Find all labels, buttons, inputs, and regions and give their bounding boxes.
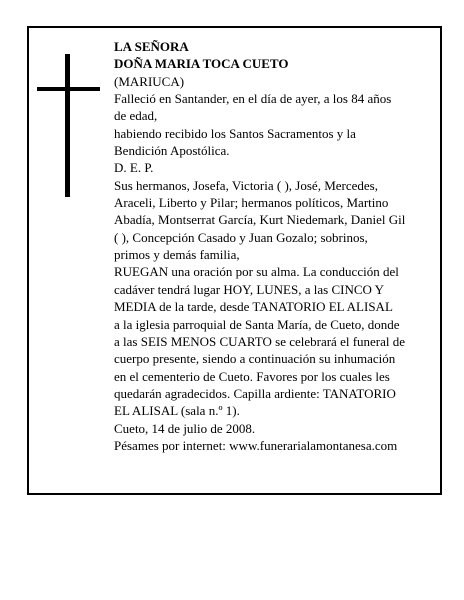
cross-horizontal-bar	[37, 87, 100, 91]
family-list: Sus hermanos, Josefa, Victoria ( ), José, Mercedes, Araceli, Liberto y Pilar; hermanos políticos, Martino Abadía, Montserrat García, Kurt Niedemark, Daniel Gil ( ), Concepción Casado y Juan Gozalo; sobrinos, primos y demás familia,	[114, 177, 406, 263]
cross-icon	[37, 54, 100, 197]
online-condolences: Pésames por internet: www.funerarialamontanesa.com	[114, 437, 398, 453]
funeral-details: RUEGAN una oración por su alma. La conducción del cadáver tendrá lugar HOY, LUNES, a las CINCO Y MEDIA de la tarde, desde TANATORIO EL ALISAL a la iglesia parroquial de Santa María, de Cueto, donde a las SEIS MENOS CUARTO se celebrará el funeral de cuerpo presente, siendo a continuación su inhumación en el cementerio de Cueto. Favores por los cuales les quedarán agradecidos. Capilla ardiente: TANATORIO EL ALISAL (sala n.º 1).	[114, 264, 406, 419]
deceased-name: DOÑA MARIA TOCA CUETO	[114, 56, 289, 72]
place-and-date: Cueto, 14 de julio de 2008.	[114, 420, 256, 436]
rest-in-peace: D. E. P.	[114, 160, 154, 176]
passing-statement: Falleció en Santander, en el día de ayer, a los 84 años de edad,	[114, 91, 392, 124]
title-line-1: LA SEÑORA	[114, 39, 189, 54]
sacraments-statement: habiendo recibido los Santos Sacramentos y la Bendición Apostólica.	[114, 125, 356, 159]
deceased-nickname: (MARIUCA)	[114, 73, 185, 89]
obituary-text	[114, 38, 426, 454]
cross-vertical-bar	[65, 54, 70, 197]
